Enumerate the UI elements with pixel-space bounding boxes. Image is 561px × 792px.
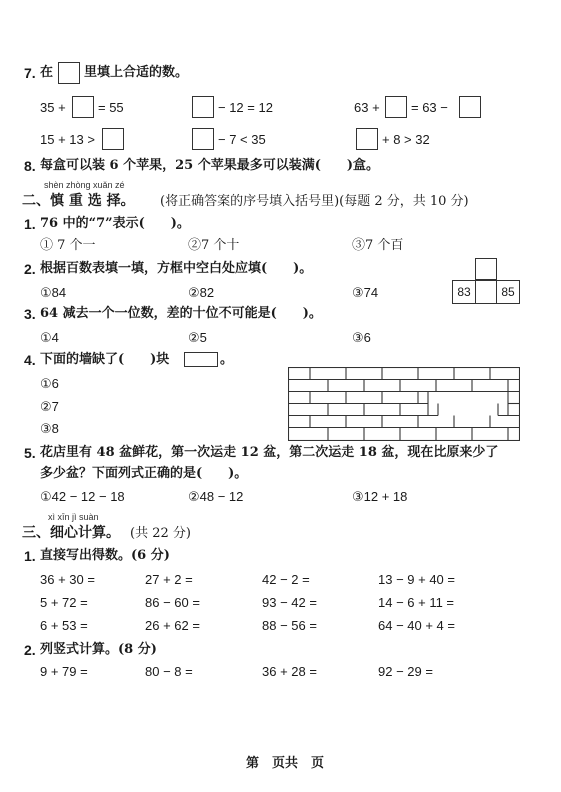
hundred-chart-blank-cell <box>475 258 497 280</box>
section2-title: 二、慎 重 选 择。 <box>22 193 135 209</box>
s2q5-number: 5. <box>24 445 36 461</box>
s2q5-option-c[interactable]: ③12 + 18 <box>352 489 408 504</box>
s2q5-option-b[interactable]: ②48 − 12 <box>188 489 244 504</box>
answer-box[interactable] <box>356 128 378 150</box>
q7-r2-a: 15 + 13 > <box>40 132 95 147</box>
calc-item: 88 − 56 = <box>262 618 317 633</box>
s2q1-option-b[interactable]: ②7 个十 <box>188 238 240 253</box>
s3q1-text: 直接写出得数。(6 分) <box>40 548 170 563</box>
calc-item: 86 − 60 = <box>145 595 200 610</box>
answer-box[interactable] <box>72 96 94 118</box>
calc-item: 64 − 40 + 4 = <box>378 618 455 633</box>
q7-r2-b: − 7 < 35 <box>218 132 266 147</box>
s2q5-text: 花店里有 48 盆鲜花，第一次运走 12 盆，第二次运走 18 盆，现在比原来少了 <box>40 445 499 460</box>
section3-pinyin: xì xīn jì suàn <box>48 512 99 522</box>
s2q4-text: 下面的墙缺了( )块 <box>40 352 170 367</box>
s2q2-option-c[interactable]: ③74 <box>352 285 379 300</box>
hundred-chart-cell: 85 <box>496 280 520 304</box>
answer-box[interactable] <box>192 96 214 118</box>
vertical-calc-item: 92 − 29 = <box>378 664 433 679</box>
answer-box[interactable] <box>385 96 407 118</box>
hundred-chart-cell: 83 <box>452 280 476 304</box>
q7-number: 7. <box>24 65 36 81</box>
calc-item: 93 − 42 = <box>262 595 317 610</box>
answer-box[interactable] <box>58 62 80 84</box>
s2q1-text: 76 中的“7”表示( )。 <box>40 216 190 231</box>
q7-r1-b: = 55 <box>98 100 124 115</box>
vertical-calc-item: 80 − 8 = <box>145 664 193 679</box>
calc-item: 36 + 30 = <box>40 572 95 587</box>
q8-text: 每盒可以装 6 个苹果，25 个苹果最多可以装满( )盒。 <box>40 158 380 173</box>
s3q1-number: 1. <box>24 548 36 564</box>
vertical-calc-item: 36 + 28 = <box>262 664 317 679</box>
section3-title: 三、细心计算。 <box>22 525 120 541</box>
s2q2-option-b[interactable]: ②82 <box>188 285 215 300</box>
s2q5-text2: 多少盆？下面列式正确的是( )。 <box>40 466 248 481</box>
vertical-calc-item: 9 + 79 = <box>40 664 88 679</box>
calc-item: 13 − 9 + 40 = <box>378 572 455 587</box>
s2q2-number: 2. <box>24 261 36 277</box>
calc-item: 5 + 72 = <box>40 595 88 610</box>
answer-box[interactable] <box>192 128 214 150</box>
calc-item: 26 + 62 = <box>145 618 200 633</box>
section3-desc: (共 22 分) <box>130 526 191 541</box>
q7-r1-a: 35 + <box>40 100 66 115</box>
s2q5-option-a[interactable]: ①42 − 12 − 18 <box>40 489 125 504</box>
q7-suffix: 里填上合适的数。 <box>84 65 189 80</box>
s2q3-number: 3. <box>24 306 36 322</box>
s2q3-option-b[interactable]: ②5 <box>188 330 207 345</box>
q8-number: 8. <box>24 158 36 174</box>
hundred-chart-blank-cell <box>475 280 497 304</box>
s3q2-text: 列竖式计算。(8 分) <box>40 642 157 657</box>
calc-item: 42 − 2 = <box>262 572 310 587</box>
s2q3-text: 64 减去一个一位数，差的十位不可能是( )。 <box>40 306 322 321</box>
page-footer: 第 页共 页 <box>246 756 325 771</box>
s2q2-option-a[interactable]: ①84 <box>40 285 67 300</box>
s2q1-option-a[interactable]: ① 7 个一 <box>40 238 96 253</box>
s2q1-number: 1. <box>24 216 36 232</box>
s3q2-number: 2. <box>24 642 36 658</box>
answer-box[interactable] <box>459 96 481 118</box>
s2q4-option-c[interactable]: ③8 <box>40 421 59 436</box>
q7-r1-d: 63 + <box>354 100 380 115</box>
calc-item: 14 − 6 + 11 = <box>378 595 455 610</box>
section2-pinyin: shèn zhòng xuǎn zé <box>44 180 125 190</box>
s2q4-number: 4. <box>24 352 36 368</box>
s2q4-option-a[interactable]: ①6 <box>40 376 59 391</box>
s2q4-option-b[interactable]: ②7 <box>40 399 59 414</box>
brick-icon <box>184 352 218 367</box>
section2-desc: (将正确答案的序号填入括号里)(每题 2 分，共 10 分) <box>160 194 469 209</box>
q7-r2-c: + 8 > 32 <box>382 132 430 147</box>
answer-box[interactable] <box>102 128 124 150</box>
calc-item: 27 + 2 = <box>145 572 193 587</box>
s2q4-suffix: 。 <box>220 352 234 367</box>
s2q3-option-a[interactable]: ①4 <box>40 330 59 345</box>
s2q1-option-c[interactable]: ③7 个百 <box>352 238 404 253</box>
q7-prefix: 在 <box>40 65 54 80</box>
s2q2-text: 根据百数表填一填，方框中空白处应填( )。 <box>40 261 313 276</box>
brick-wall-figure <box>288 367 520 441</box>
s2q3-option-c[interactable]: ③6 <box>352 330 371 345</box>
q7-r1-c: − 12 = 12 <box>218 100 273 115</box>
q7-r1-e: = 63 − <box>411 100 448 115</box>
calc-item: 6 + 53 = <box>40 618 88 633</box>
